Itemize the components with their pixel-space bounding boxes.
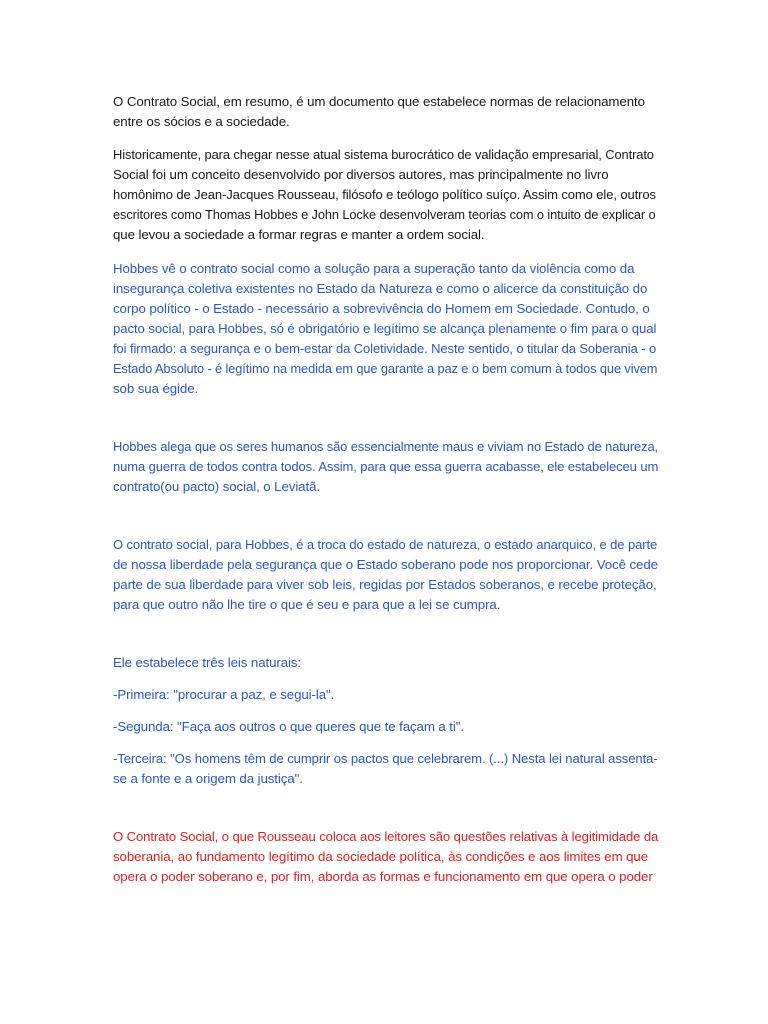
text-line: Estado Absoluto - é legítimo na medida em que garante a paz e o bem comum à todos que vivem	[113, 361, 658, 376]
text-line: -Segunda: "Faça aos outros o que queres que te façam a ti".	[113, 719, 464, 734]
document-body	[113, 92, 658, 887]
text-line: parte de sua liberdade para viver sob leis, regidas por Estados soberanos, e recebe proteção,	[113, 577, 657, 592]
text-line: corpo político - o Estado - necessário a sobrevivência do Homem em Sociedade. Contudo, o	[113, 301, 650, 316]
text-line: -Terceira: "Os homens têm de cumprir os pactos que celebrarem. (...) Nesta lei natural assenta-	[113, 751, 658, 766]
text-line: O contrato social, para Hobbes, é a troca do estado de natureza, o estado anarquico, e de parte	[113, 537, 658, 552]
text-line: que levou a sociedade a formar regras e manter a ordem social.	[113, 227, 485, 242]
paragraph-hobbes-exchange	[113, 535, 658, 615]
paragraph-third-law	[113, 749, 658, 789]
paragraph-hobbes-human-nature	[113, 437, 658, 497]
text-line: insegurança coletiva existentes no Estado da Natureza e como o alicerce da constituição do	[113, 281, 648, 296]
text-line: opera o poder soberano e, por fim, aborda as formas e funcionamento em que opera o poder	[113, 869, 653, 884]
text-line: se a fonte e a origem da justiça".	[113, 771, 303, 786]
text-line: Hobbes alega que os seres humanos são essencialmente maus e viviam no Estado de natureza,	[113, 439, 659, 454]
text-line: numa guerra de todos contra todos. Assim, para que essa guerra acabasse, ele estabeleceu um	[113, 459, 659, 474]
text-line: O Contrato Social, o que Rousseau coloca aos leitores são questões relativas à legitimidade da	[113, 829, 659, 844]
text-line: homônimo de Jean-Jacques Rousseau, filósofo e teólogo político suíço. Assim como ele, outros	[113, 187, 656, 202]
text-line: escritores como Thomas Hobbes e John Locke desenvolveram teorias com o intuito de explicar o	[113, 207, 656, 222]
text-line: entre os sócios e a sociedade.	[113, 114, 290, 129]
text-line: de nossa liberdade pela segurança que o Estado soberano pode nos proporcionar. Você cede	[113, 557, 658, 572]
paragraph-history	[113, 145, 658, 245]
text-line: para que outro não lhe tire o que é seu e para que a lei se cumpra.	[113, 597, 501, 612]
text-line: Historicamente, para chegar nesse atual sistema burocrático de validação empresarial, Contrato	[113, 147, 654, 162]
text-line: sob sua égide.	[113, 381, 199, 396]
paragraph-natural-laws-intro	[113, 653, 658, 673]
paragraph-rousseau	[113, 827, 658, 887]
text-line: foi firmado: a segurança e o bem-estar da Coletividade. Neste sentido, o titular da Soberania - o	[113, 341, 657, 356]
paragraph-hobbes-contract	[113, 259, 658, 399]
text-line: contrato(ou pacto) social, o Leviatã.	[113, 479, 320, 494]
text-line: Ele estabelece três leis naturais:	[113, 655, 302, 670]
text-line: Social foi um conceito desenvolvido por diversos autores, mas principalmente no livro	[113, 167, 609, 182]
text-line: pacto social, para Hobbes, só é obrigatório e legítimo se alcança plenamente o fim para o qual	[113, 321, 657, 336]
paragraph-second-law	[113, 717, 658, 737]
text-line: O Contrato Social, em resumo, é um documento que estabelece normas de relacionamento	[113, 94, 645, 109]
text-line: -Primeira: "procurar a paz, e segui-la".	[113, 687, 335, 702]
text-line: soberania, ao fundamento legítimo da sociedade política, às condições e aos limites em que	[113, 849, 649, 864]
text-line: Hobbes vê o contrato social como a solução para a superação tanto da violência como da	[113, 261, 635, 276]
paragraph-first-law	[113, 685, 658, 705]
paragraph-summary	[113, 92, 658, 132]
